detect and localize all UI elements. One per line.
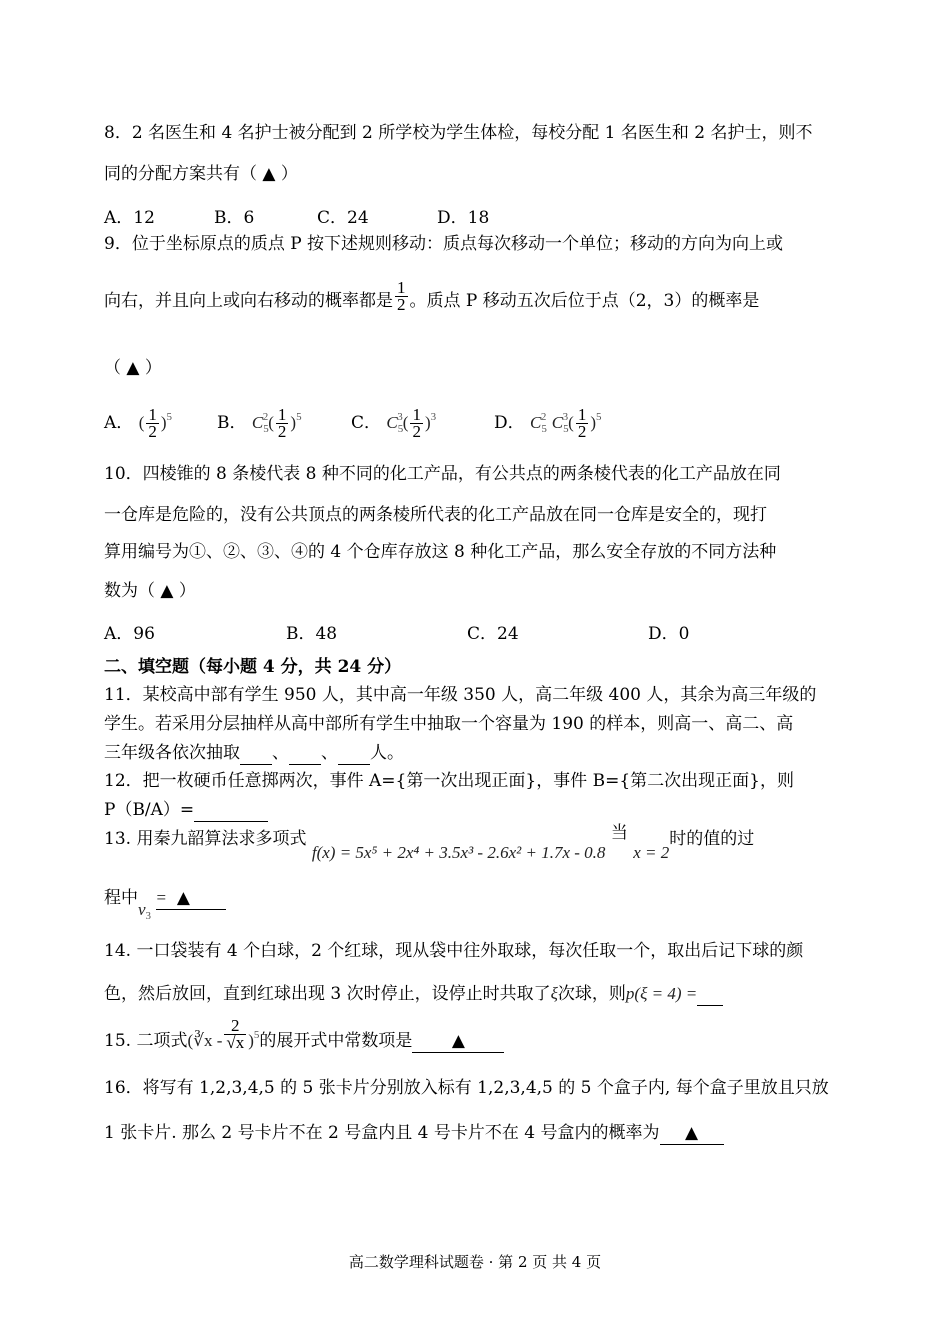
section-title: 二、填空题（每小题 4 分，共 24 分） xyxy=(104,657,402,677)
q10-option-d: D．0 xyxy=(648,624,690,644)
option-label: A． xyxy=(104,413,134,433)
q10-option-c: C．24 xyxy=(467,624,519,644)
q13-line1 xyxy=(104,823,755,862)
combination-sup: 3 xyxy=(562,411,569,423)
q9-line1: 9．位于坐标原点的质点 P 按下述规则移动：质点每次移动一个单位；移动的方向为向上或 xyxy=(104,234,784,254)
xi-symbol: ξ xyxy=(550,984,558,1003)
q13-line2-lead: 程中 xyxy=(104,888,138,908)
q13-line2 xyxy=(104,887,226,922)
combination-sup: 2 xyxy=(262,411,269,423)
fraction-numerator: 1 xyxy=(577,405,587,424)
q9-option-d xyxy=(494,407,601,440)
q14-line2-a: 色，然后放回，直到红球出现 3 次时停止，设停止时共取了 xyxy=(104,984,551,1004)
fraction-denominator: 2 xyxy=(277,422,287,441)
equals: = xyxy=(156,888,167,907)
page-footer: 高二数学理科试题卷 · 第 2 页 共 4 页 xyxy=(348,1253,602,1271)
q8-line2: 同的分配方案共有（ ▲ ） xyxy=(104,164,298,184)
answer-blank xyxy=(697,983,723,1006)
fraction-denominator: 2 xyxy=(148,422,157,441)
q10-line1: 10．四棱锥的 8 条棱代表 8 种不同的化工产品，有公共点的两条棱代表的化工产品放在同 xyxy=(104,464,781,484)
q11-line3-tail: 人。 xyxy=(370,743,404,763)
fraction xyxy=(410,407,423,440)
answer-blank xyxy=(412,1030,504,1053)
fraction xyxy=(576,407,589,440)
q16-line1: 16．将写有 1,2,3,4,5 的 5 张卡片分别放入标有 1,2,3,4,5 的 5 个盒子内, 每个盒子里放且只放 xyxy=(104,1078,829,1098)
paren: ) xyxy=(160,413,167,432)
q14-line2-b: 次球，则 xyxy=(557,984,626,1004)
q9-line2-a: 向右，并且向上或向右移动的概率都是 xyxy=(104,291,393,311)
combination-sup: 3 xyxy=(397,411,403,423)
q15-lead: 15. 二项式 xyxy=(104,1031,188,1051)
combination-sub: 5 xyxy=(563,423,569,435)
q15-expr-b: ) xyxy=(248,1031,254,1050)
q15-fraction xyxy=(224,1018,246,1051)
q13-v-symbol: v xyxy=(138,900,146,919)
fraction-denominator: √x xyxy=(226,1033,245,1052)
combination-symbol: C xyxy=(251,413,264,432)
q14-line2 xyxy=(104,983,723,1006)
q10-line2: 一仓库是危险的，没有公共顶点的两条棱所代表的化工产品放在同一仓库是安全的，现打 xyxy=(104,505,767,525)
q16-line2 xyxy=(104,1122,724,1145)
q11-line3 xyxy=(104,742,404,765)
q16-line2-text: 1 张卡片. 那么 2 号卡片不在 2 号盒内且 4 号卡片不在 4 号盒内的概率为 xyxy=(104,1123,660,1143)
answer-blank xyxy=(240,742,272,765)
q8-option-d: D．18 xyxy=(437,208,490,228)
fraction-numerator: 2 xyxy=(224,1018,246,1035)
triangle-mark: ▲ xyxy=(176,888,190,908)
q13-v-sub: 3 xyxy=(145,910,152,922)
answer-blank xyxy=(194,799,268,822)
paren: ) xyxy=(290,413,297,432)
exponent: 5 xyxy=(296,411,302,423)
separator: 、 xyxy=(321,743,338,763)
fraction-numerator: 1 xyxy=(397,278,406,297)
exponent: 3 xyxy=(430,411,437,423)
fraction-denominator: 2 xyxy=(412,422,421,441)
q11-line1: 11．某校高中部有学生 950 人，其中高一年级 350 人，高二年级 400 人，其余为高三年级的 xyxy=(104,685,817,705)
combination-sub: 5 xyxy=(263,423,269,435)
q12-line2-text: P（B/A）= xyxy=(104,800,195,820)
q9-line2-b: 。质点 P 移动五次后位于点（2，3）的概率是 xyxy=(409,291,760,311)
exponent: 5 xyxy=(166,411,173,423)
q12-line1: 12．把一枚硬币任意掷两次，事件 A={第一次出现正面}，事件 B={第二次出现正面}，则 xyxy=(104,771,794,791)
q8-option-b: B．6 xyxy=(214,208,255,228)
q14-line1: 14. 一口袋装有 4 个白球，2 个红球，现从袋中往外取球，每次任取一个，取出后记下球的颜 xyxy=(104,941,804,961)
paren: ) xyxy=(424,413,431,432)
fraction xyxy=(276,407,289,440)
q9-option-b xyxy=(217,407,302,440)
combination-sup: 2 xyxy=(540,411,547,423)
option-label: D． xyxy=(494,413,525,433)
fraction-numerator: 1 xyxy=(277,405,287,424)
q13-lead: 13. 用秦九韶算法求多项式 xyxy=(104,829,307,849)
answer-blank xyxy=(156,887,226,910)
q9-line2 xyxy=(104,278,760,314)
paren: ( xyxy=(402,413,409,432)
q8-line1: 8．2 名医生和 4 名护士被分配到 2 所学校为学生体检，每校分配 1 名医生和 2 名护士，则不 xyxy=(104,123,813,143)
q9-half-fraction xyxy=(395,280,408,313)
combination-symbol: C xyxy=(530,413,542,432)
paren: ( xyxy=(138,413,145,432)
q10-line4: 数为（ ▲ ） xyxy=(104,581,196,601)
q14-expression: p(ξ = 4) = xyxy=(625,984,698,1003)
exponent: 5 xyxy=(253,1029,260,1041)
answer-blank xyxy=(660,1122,724,1145)
fraction-numerator: 1 xyxy=(412,405,421,424)
paren: ( xyxy=(268,413,274,432)
fraction xyxy=(146,407,159,440)
answer-blank xyxy=(338,742,370,765)
paren: ) xyxy=(590,413,596,432)
q8-option-a: A．12 xyxy=(104,208,155,228)
q9-line3: （ ▲ ） xyxy=(104,358,162,378)
separator: 、 xyxy=(272,743,289,763)
combination-sub: 5 xyxy=(397,423,404,435)
triangle-mark: ▲ xyxy=(451,1031,465,1051)
q13-condition: x = 2 xyxy=(633,843,670,862)
q9-option-a xyxy=(104,407,172,440)
q10-option-b: B．48 xyxy=(286,624,338,644)
combination-symbol: C xyxy=(386,413,398,432)
q13-when: 当 xyxy=(610,823,628,843)
q8-option-c: C．24 xyxy=(317,208,369,228)
combination-sub: 5 xyxy=(541,423,547,435)
fraction-numerator: 1 xyxy=(148,405,157,424)
q12-line2 xyxy=(104,799,268,822)
fraction-denominator: 2 xyxy=(397,295,406,314)
option-label: C． xyxy=(351,413,382,433)
q15-line xyxy=(104,1016,504,1054)
fraction-denominator: 2 xyxy=(577,422,587,441)
option-label: B． xyxy=(217,413,247,433)
paren: ( xyxy=(568,413,574,432)
q13-polynomial: f(x) = 5x⁵ + 2x⁴ + 3.5x³ - 2.6x² + 1.7x - 0.8 xyxy=(311,843,606,862)
exponent: 5 xyxy=(595,411,602,423)
q13-tail: 时的值的过 xyxy=(669,829,755,849)
triangle-mark: ▲ xyxy=(684,1123,699,1143)
q10-option-a: A．96 xyxy=(104,624,155,644)
q11-line3-lead: 三年级各依次抽取 xyxy=(104,743,240,763)
answer-blank xyxy=(289,742,321,765)
combination-symbol: C xyxy=(551,413,564,432)
q9-option-c xyxy=(351,407,436,440)
q10-line3: 算用编号为①、②、③、④的 4 个仓库存放这 8 种化工产品，那么安全存放的不同方法种 xyxy=(104,542,777,562)
q11-line2: 学生。若采用分层抽样从高中部所有学生中抽取一个容量为 190 的样本，则高一、高二、高 xyxy=(104,714,794,734)
q15-tail: 的展开式中常数项是 xyxy=(259,1031,413,1051)
q15-expr-a: (∛x - xyxy=(187,1031,223,1050)
